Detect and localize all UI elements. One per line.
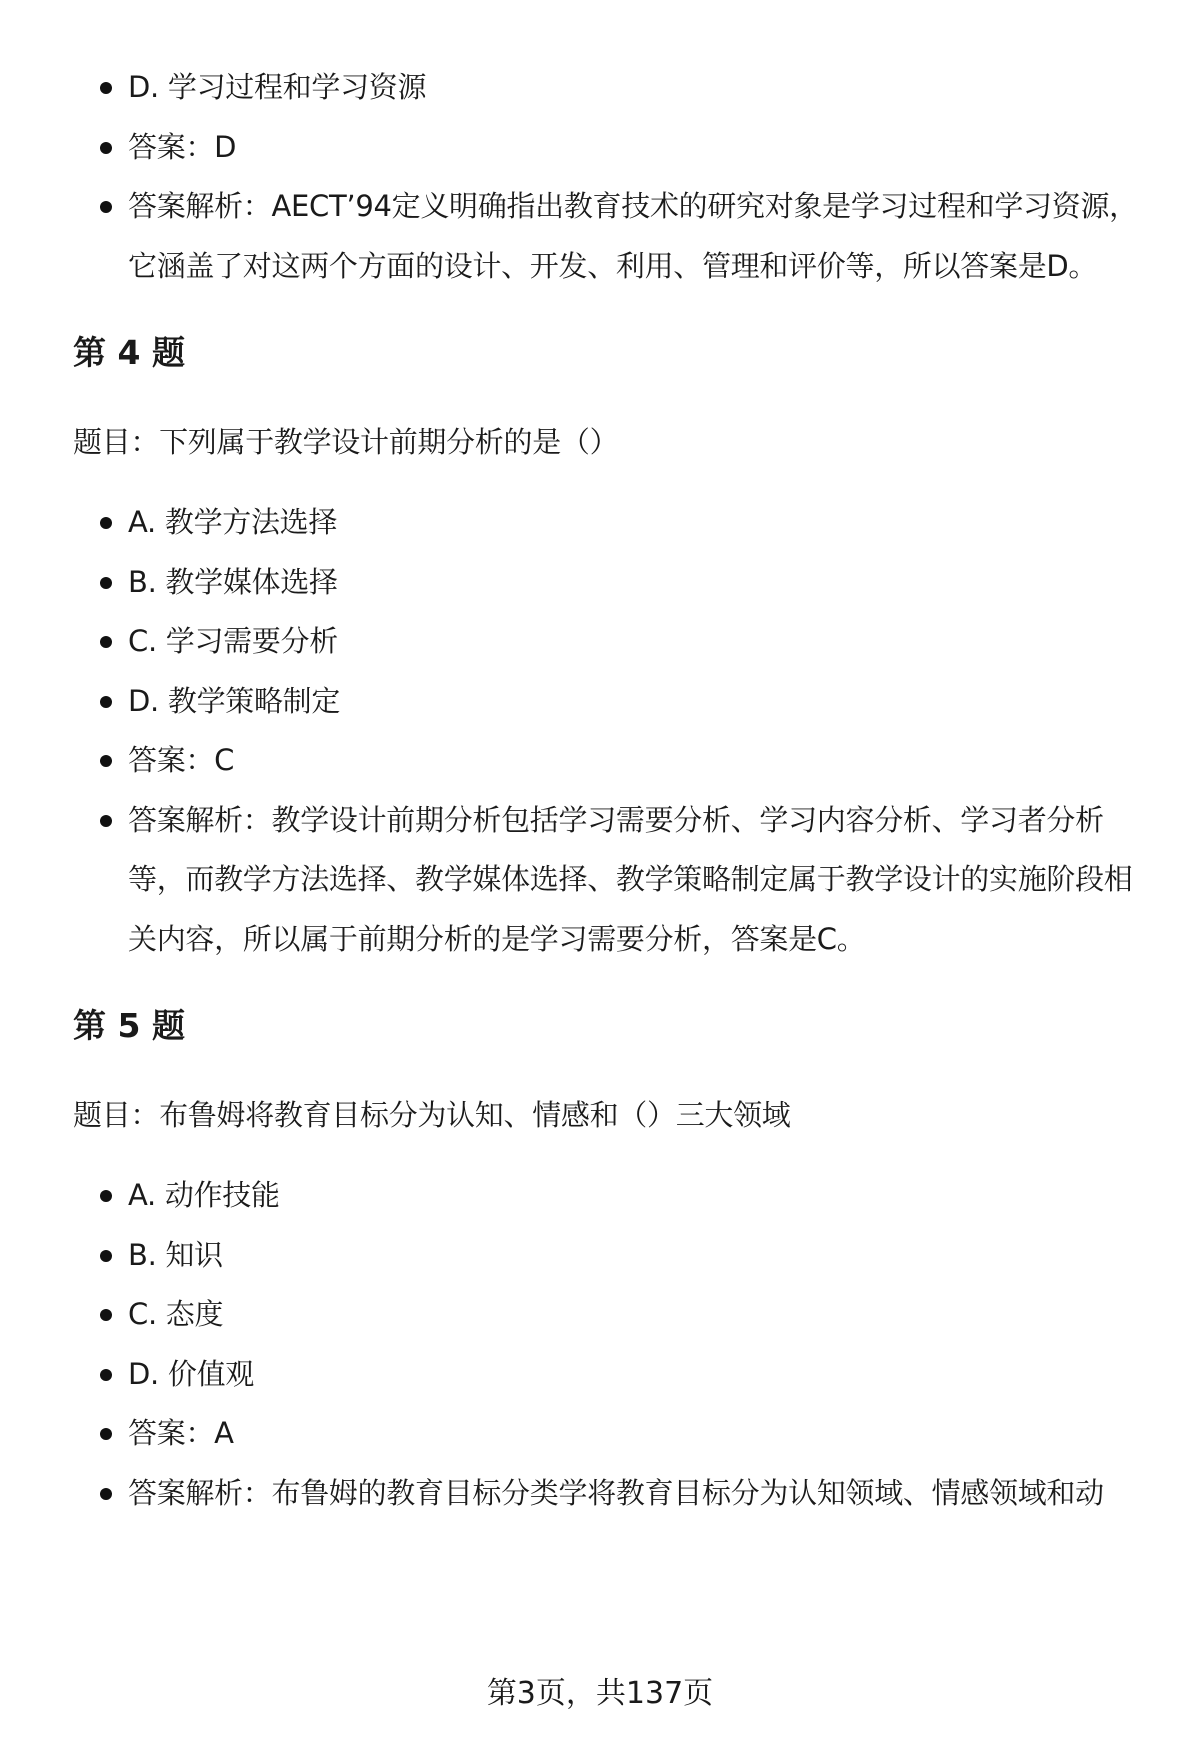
option-d [73, 1345, 1143, 1405]
bullet-dot [100, 1428, 112, 1440]
question-4-title: 第 4 题 [73, 333, 185, 372]
bullet-dot [100, 755, 112, 767]
option-b [73, 553, 1143, 613]
answer [73, 118, 1143, 178]
bullet-dot [100, 577, 112, 589]
option-a [73, 1166, 1143, 1226]
answer-text: 答案：A [128, 1416, 234, 1450]
bullet-dot [100, 636, 112, 648]
answer-explanation [73, 791, 1143, 970]
option-text: A. 教学方法选择 [128, 505, 338, 539]
option-text: C. 学习需要分析 [128, 624, 338, 658]
answer-text: 答案：C [128, 743, 235, 777]
option-text: D. 教学策略制定 [128, 683, 341, 718]
bullet-dot [100, 82, 112, 94]
question-4-stem: 题目：下列属于教学设计前期分析的是（） [73, 425, 619, 459]
option-d [73, 672, 1143, 732]
answer-explanation [73, 177, 1143, 296]
option-text: D. 价值观 [128, 1356, 254, 1391]
option-c [73, 1285, 1143, 1345]
bullet-dot [100, 1309, 112, 1321]
explanation-text: 答案解析：AECT’94定义明确指出教育技术的研究对象是学习过程和学习资源，它涵盖了对这两个方面的设计、开发、利用、管理和评价等，所以答案是D。 [128, 189, 1138, 283]
option-text: D. 学习过程和学习资源 [128, 70, 427, 104]
answer [73, 1404, 1143, 1464]
bullet-dot [100, 1190, 112, 1202]
bullet-dot [100, 517, 112, 529]
question-5-items [73, 1166, 1143, 1523]
bullet-dot [100, 815, 112, 827]
option-a [73, 493, 1143, 553]
bullet-dot [100, 142, 112, 154]
option-text: A. 动作技能 [128, 1178, 280, 1212]
answer-explanation [73, 1464, 1143, 1524]
option-d [73, 58, 1143, 118]
bullet-dot [100, 1250, 112, 1262]
question-4-items [73, 493, 1143, 969]
page-number-footer: 第3页，共137页 [486, 1676, 714, 1711]
option-b [73, 1226, 1143, 1286]
option-c [73, 612, 1143, 672]
explanation-text: 答案解析：教学设计前期分析包括学习需要分析、学习内容分析、学习者分析等，而教学方法选择、教学媒体选择、教学策略制定属于教学设计的实施阶段相关内容，所以属于前期分析的是学习需要分析，答案是C。 [128, 802, 1133, 956]
explanation-text: 答案解析：布鲁姆的教育目标分类学将教育目标分为认知领域、情感领域和动 [128, 1475, 1104, 1510]
question-5-title: 第 5 题 [73, 1006, 185, 1045]
question-5-stem: 题目：布鲁姆将教育目标分为认知、情感和（）三大领域 [73, 1098, 791, 1132]
answer [73, 731, 1143, 791]
bullet-dot [100, 696, 112, 708]
bullet-dot [100, 1488, 112, 1500]
page-content [73, 58, 1143, 1523]
option-text: C. 态度 [128, 1297, 224, 1331]
bullet-dot [100, 201, 112, 213]
bullet-dot [100, 1369, 112, 1381]
prev-question-items [73, 58, 1143, 296]
option-text: B. 教学媒体选择 [128, 564, 338, 599]
answer-text: 答案：D [128, 129, 237, 164]
option-text: B. 知识 [128, 1237, 223, 1272]
